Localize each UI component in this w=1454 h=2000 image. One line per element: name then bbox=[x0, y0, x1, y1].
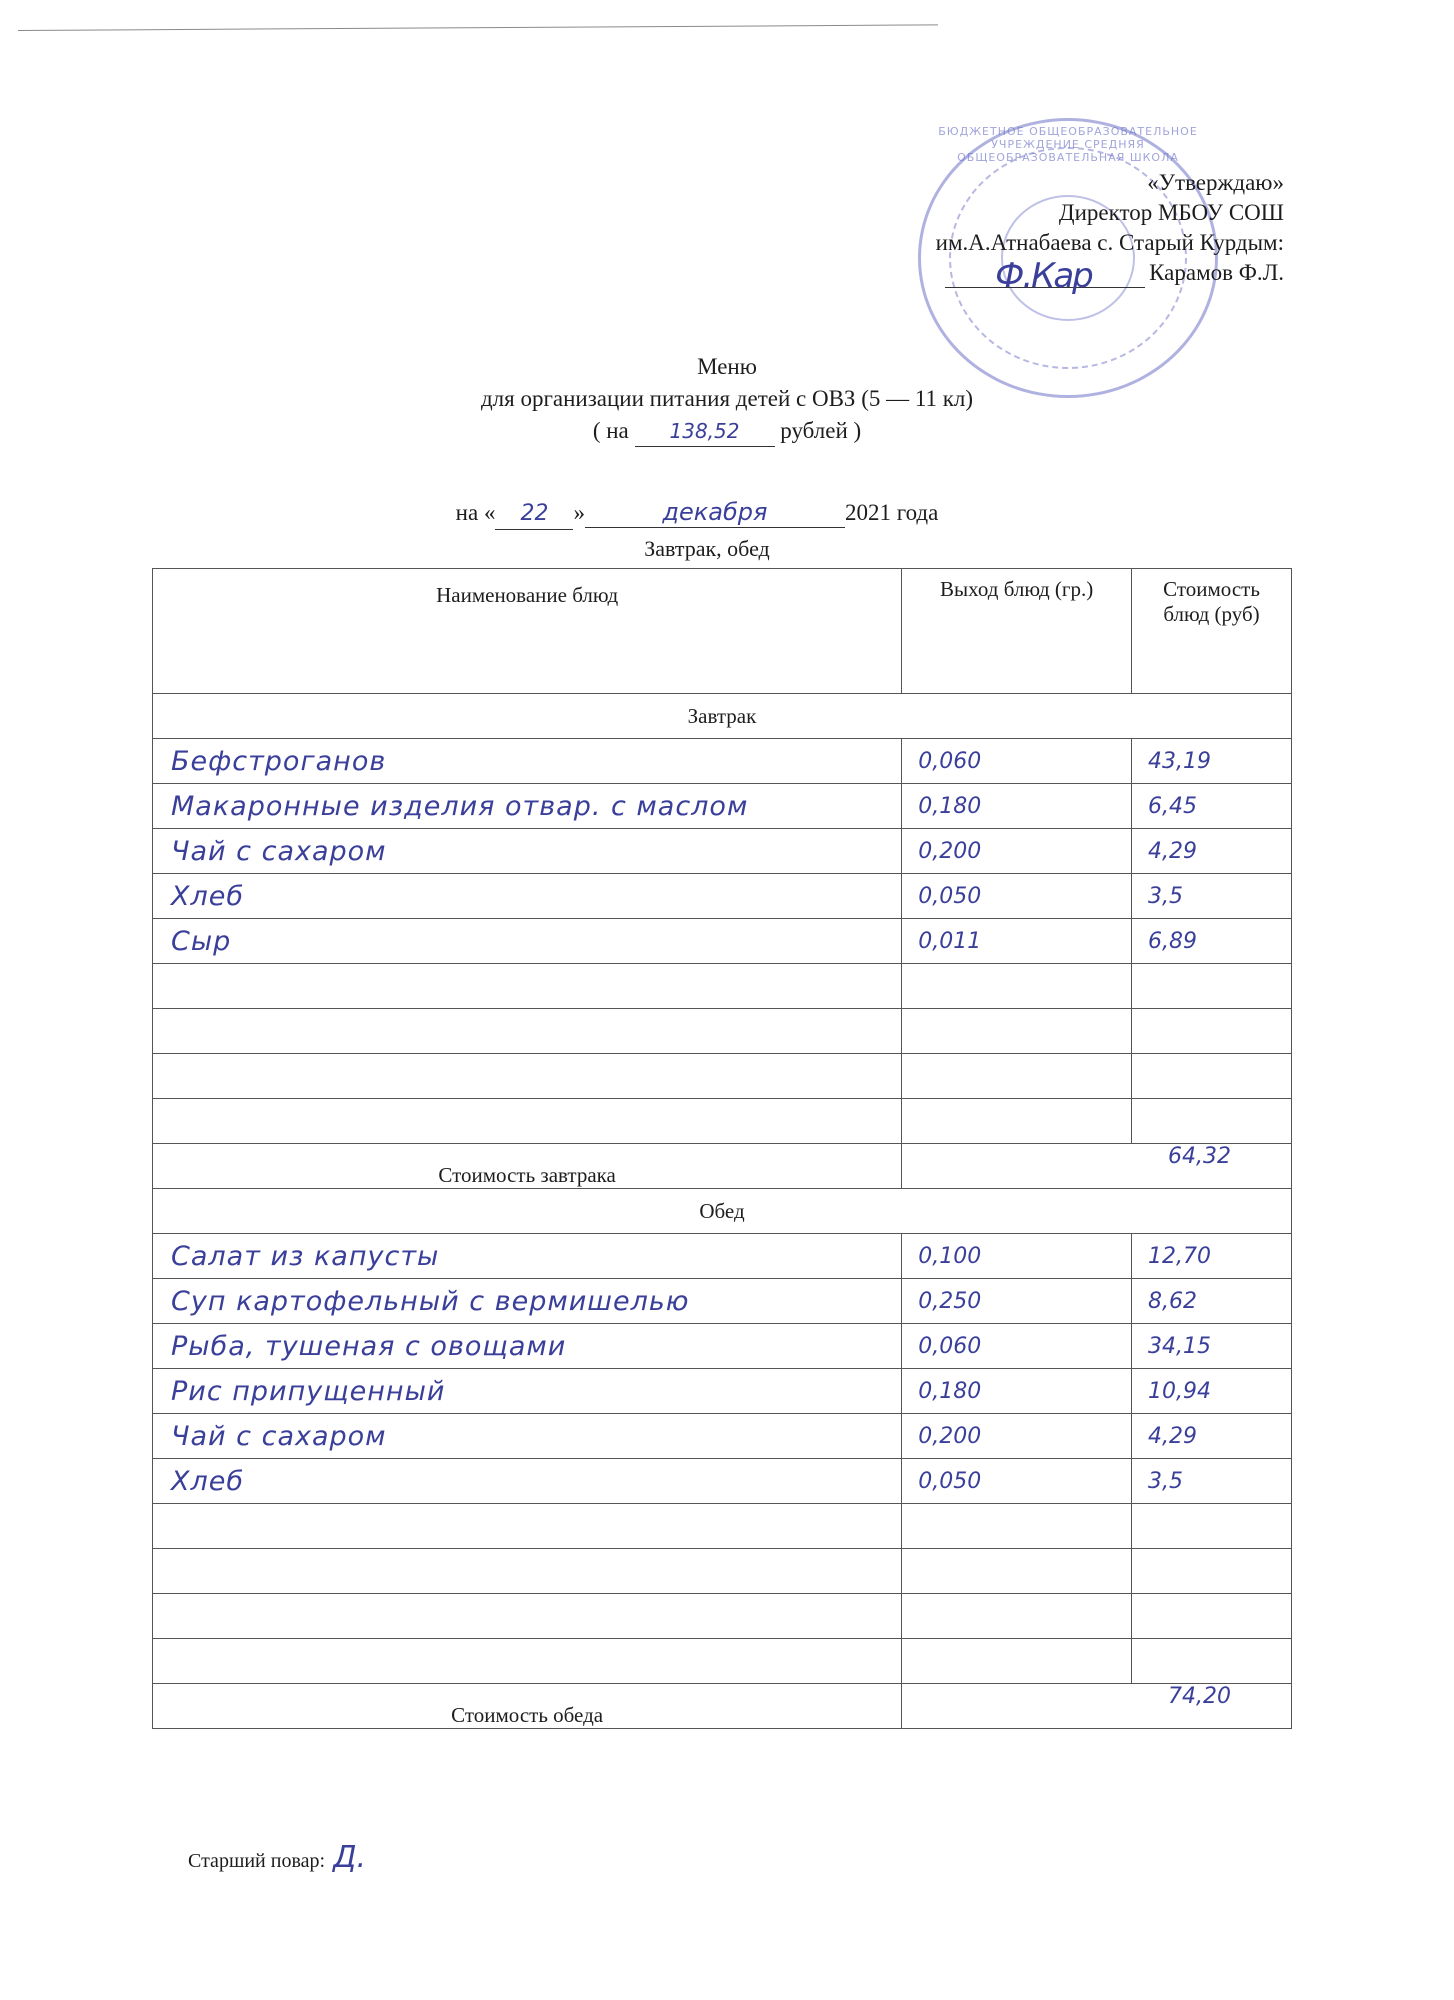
price-value: 138,52 bbox=[635, 416, 775, 447]
stamp-text: БЮДЖЕТНОЕ ОБЩЕОБРАЗОВАТЕЛЬНОЕ УЧРЕЖДЕНИЕ СРЕДНЯЯ ОБЩЕОБРАЗОВАТЕЛЬНАЯ ШКОЛА bbox=[938, 125, 1198, 164]
dish-cost: 12,70 bbox=[1132, 1234, 1292, 1279]
dish-name bbox=[153, 1549, 902, 1594]
date-month: декабря bbox=[585, 497, 845, 528]
dish-cost bbox=[1132, 964, 1292, 1009]
dish-name: Рис припущенный bbox=[153, 1369, 902, 1414]
dish-name: Чай с сахаром bbox=[153, 829, 902, 874]
price-prefix: ( на bbox=[592, 418, 629, 443]
dish-output: 0,060 bbox=[902, 1324, 1132, 1369]
dish-output: 0,180 bbox=[902, 784, 1132, 829]
dish-name bbox=[153, 1009, 902, 1054]
dish-cost: 10,94 bbox=[1132, 1369, 1292, 1414]
dish-output: 0,200 bbox=[902, 1414, 1132, 1459]
head-cook-signature: Д. bbox=[333, 1840, 367, 1875]
table-row bbox=[153, 1054, 1292, 1099]
dish-name: Хлеб bbox=[153, 1459, 902, 1504]
header-cost: Стоимость блюд (руб) bbox=[1132, 569, 1292, 694]
table-row bbox=[153, 1009, 1292, 1054]
dish-name bbox=[153, 1504, 902, 1549]
date-mid: » bbox=[573, 500, 585, 525]
dish-output bbox=[902, 1099, 1132, 1144]
date-suffix: 2021 года bbox=[844, 500, 939, 525]
dish-cost bbox=[1132, 1099, 1292, 1144]
document-title: Меню bbox=[697, 354, 757, 379]
date-prefix: на « bbox=[455, 500, 496, 525]
approval-school: им.А.Атнабаева с. Старый Курдым: bbox=[935, 230, 1284, 255]
dish-cost: 6,45 bbox=[1132, 784, 1292, 829]
date-line bbox=[0, 497, 1424, 530]
dish-output: 0,050 bbox=[902, 1459, 1132, 1504]
total-row-lunch bbox=[153, 1684, 1292, 1729]
table-row bbox=[153, 1639, 1292, 1684]
director-name: Карамов Ф.Л. bbox=[1149, 260, 1284, 285]
table-row bbox=[153, 1099, 1292, 1144]
total-label-breakfast: Стоимость завтрака bbox=[153, 1144, 902, 1189]
dish-cost: 3,5 bbox=[1132, 874, 1292, 919]
approval-heading: «Утверждаю» bbox=[1147, 170, 1284, 195]
section-row-lunch bbox=[153, 1189, 1292, 1234]
dish-cost bbox=[1132, 1594, 1292, 1639]
approval-block bbox=[684, 168, 1284, 296]
date-day: 22 bbox=[495, 499, 573, 530]
dish-name bbox=[153, 1594, 902, 1639]
dish-name: Чай с сахаром bbox=[153, 1414, 902, 1459]
total-value-lunch: 74,20 bbox=[902, 1684, 1292, 1729]
menu-table bbox=[152, 568, 1292, 1729]
dish-cost: 43,19 bbox=[1132, 739, 1292, 784]
table-row bbox=[153, 1324, 1292, 1369]
table-row bbox=[153, 1414, 1292, 1459]
dish-cost: 34,15 bbox=[1132, 1324, 1292, 1369]
dish-cost bbox=[1132, 1009, 1292, 1054]
meals-caption: Завтрак, обед bbox=[644, 536, 770, 561]
head-cook-line bbox=[188, 1840, 366, 1875]
dish-name: Хлеб bbox=[153, 874, 902, 919]
dish-cost: 6,89 bbox=[1132, 919, 1292, 964]
dish-output bbox=[902, 964, 1132, 1009]
table-row bbox=[153, 784, 1292, 829]
table-row bbox=[153, 1369, 1292, 1414]
dish-name: Салат из капусты bbox=[153, 1234, 902, 1279]
dish-output: 0,050 bbox=[902, 874, 1132, 919]
dish-name bbox=[153, 1054, 902, 1099]
dish-output: 0,011 bbox=[902, 919, 1132, 964]
dish-output: 0,180 bbox=[902, 1369, 1132, 1414]
dish-cost: 4,29 bbox=[1132, 1414, 1292, 1459]
approval-position: Директор МБОУ СОШ bbox=[1058, 200, 1284, 225]
signature-blank bbox=[945, 256, 1145, 296]
scan-edge-line bbox=[18, 24, 938, 31]
dish-name: Суп картофельный с вермишелью bbox=[153, 1279, 902, 1324]
table-row bbox=[153, 1594, 1292, 1639]
dish-cost: 8,62 bbox=[1132, 1279, 1292, 1324]
table-row bbox=[153, 874, 1292, 919]
table-row bbox=[153, 964, 1292, 1009]
table-row bbox=[153, 1504, 1292, 1549]
approval-signature-line bbox=[684, 256, 1284, 296]
section-label-breakfast: Завтрак bbox=[153, 694, 1292, 739]
document-subtitle: для организации питания детей с ОВЗ (5 — 11 кл) bbox=[480, 386, 974, 411]
table-row bbox=[153, 829, 1292, 874]
dish-output bbox=[902, 1549, 1132, 1594]
dish-name bbox=[153, 964, 902, 1009]
dish-name: Сыр bbox=[153, 919, 902, 964]
table-row bbox=[153, 739, 1292, 784]
section-label-lunch: Обед bbox=[153, 1189, 1292, 1234]
dish-cost bbox=[1132, 1639, 1292, 1684]
price-suffix: рублей ) bbox=[780, 418, 862, 443]
dish-output bbox=[902, 1009, 1132, 1054]
total-label-lunch: Стоимость обеда bbox=[153, 1684, 902, 1729]
dish-output: 0,250 bbox=[902, 1279, 1132, 1324]
dish-output bbox=[902, 1639, 1132, 1684]
dish-output bbox=[902, 1594, 1132, 1639]
dish-cost bbox=[1132, 1549, 1292, 1594]
total-row-breakfast bbox=[153, 1144, 1292, 1189]
dish-cost bbox=[1132, 1504, 1292, 1549]
dish-name bbox=[153, 1099, 902, 1144]
header-output: Выход блюд (гр.) bbox=[902, 569, 1132, 694]
menu-table-body bbox=[153, 569, 1292, 1729]
dish-cost: 3,5 bbox=[1132, 1459, 1292, 1504]
dish-output bbox=[902, 1054, 1132, 1099]
table-header-row bbox=[153, 569, 1292, 694]
dish-cost bbox=[1132, 1054, 1292, 1099]
dish-output: 0,060 bbox=[902, 739, 1132, 784]
dish-name: Рыба, тушеная с овощами bbox=[153, 1324, 902, 1369]
section-row-breakfast bbox=[153, 694, 1292, 739]
table-row bbox=[153, 1234, 1292, 1279]
header-dish-name: Наименование блюд bbox=[153, 569, 902, 694]
dish-name: Макаронные изделия отвар. с маслом bbox=[153, 784, 902, 829]
director-signature: Ф.Кар bbox=[995, 256, 1092, 296]
dish-output: 0,200 bbox=[902, 829, 1132, 874]
table-row bbox=[153, 1459, 1292, 1504]
dish-output bbox=[902, 1504, 1132, 1549]
dish-cost: 4,29 bbox=[1132, 829, 1292, 874]
total-value-breakfast: 64,32 bbox=[902, 1144, 1292, 1189]
head-cook-label: Старший повар: bbox=[188, 1850, 326, 1872]
table-row bbox=[153, 1279, 1292, 1324]
dish-name bbox=[153, 1639, 902, 1684]
table-row bbox=[153, 1549, 1292, 1594]
price-line bbox=[0, 416, 1454, 447]
dish-name: Бефстроганов bbox=[153, 739, 902, 784]
table-row bbox=[153, 919, 1292, 964]
dish-output: 0,100 bbox=[902, 1234, 1132, 1279]
